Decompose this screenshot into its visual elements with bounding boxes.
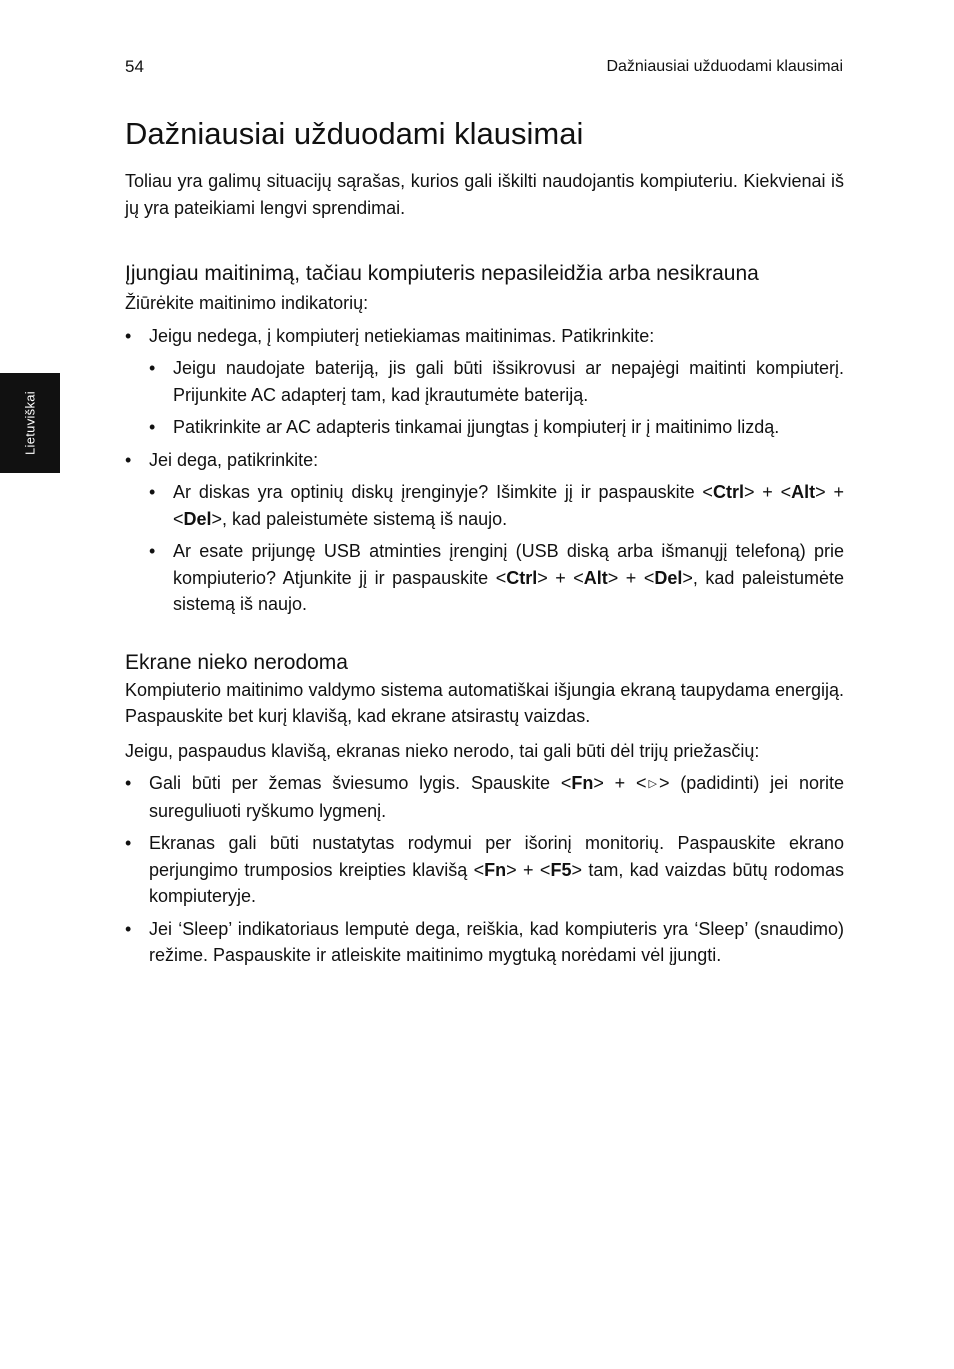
list-item: • Jeigu naudojate bateriją, jis gali būti išsikrovusi ar nepajėgi maitinti kompiuterį. Prijunkite AC adapterį tam, kad įkrautumėte bateriją. [149, 355, 844, 408]
section-lead: Žiūrėkite maitinimo indikatorių: [125, 293, 369, 313]
list-item: • Jei ‘Sleep’ indikatoriaus lemputė dega, reiškia, kad kompiuteris yra ‘Sleep’ (snaudimo) režime. Paspauskite ir atleiskite maitinimo mygtuką norėdami vėl įjungti. [125, 916, 844, 969]
key-ctrl: Ctrl [712, 482, 744, 502]
key-f5: F5 [550, 859, 572, 880]
bullet-icon: • [125, 325, 132, 346]
brightness-up-icon: ▷ [648, 778, 657, 790]
key-del: Del [654, 567, 683, 588]
bullet-icon: • [125, 833, 132, 853]
list-item: • Patikrinkite ar AC adapteris tinkamai įjungtas į kompiuterį ir į maitinimo lizdą. [149, 414, 844, 441]
sub-list [149, 479, 844, 618]
bullet-icon: • [149, 358, 156, 378]
page-title: Dažniausiai užduodami klausimai [125, 116, 584, 151]
page-number: 54 [125, 57, 144, 76]
key-del: Del [183, 508, 212, 529]
page-content [125, 114, 844, 969]
running-header: Dažniausiai užduodami klausimai [606, 58, 843, 75]
list-item: • Ar esate prijungę USB atminties įrenginį (USB diską arba išmanųjį telefoną) prie kompiuterio? Atjunkite jį ir paspauskite <Ctrl> + <Alt> + <Del>, kad paleistumėte sistemą iš naujo. [149, 538, 844, 618]
list-item: • Jeigu nedega, į kompiuterį netiekiamas maitinimas. Patikrinkite: • Jeigu naudojate bateriją, jis gali būti išsikrovusi ar nepajėgi maitinti kompiuterį. Prijunkite AC adapterį tam, kad įkrautumėte bateriją. • Patikrinkite ar AC adapteris tinkamai įjungtas į kompiuterį ir į maitinimo lizdą. [125, 323, 844, 441]
language-side-tab [0, 373, 60, 473]
display-paragraph: Jeigu, paspaudus klavišą, ekranas nieko nerodo, tai gali būti dėl trijų priežasčių: [125, 740, 760, 761]
language-tab-label: Lietuviškai [22, 391, 38, 455]
key-alt: Alt [791, 482, 816, 502]
section-heading-display: Ekrane nieko nerodoma [125, 650, 348, 674]
section-heading-power: Įjungiau maitinimą, tačiau kompiuteris nepasileidžia arba nesikrauna [125, 262, 759, 285]
key-fn: Fn [571, 773, 594, 793]
bullet-icon: • [149, 482, 156, 502]
key-fn: Fn [484, 859, 507, 880]
display-checklist [125, 770, 844, 969]
intro-paragraph: Toliau yra galimų situacijų sąrašas, kurios gali iškilti naudojantis kompiuteriu. Kiekvienai iš jų yra pateikiami lengvi sprendimai. [125, 171, 844, 218]
display-paragraph: Kompiuterio maitinimo valdymo sistema automatiškai išjungia ekraną taupydama energiją. Paspauskite bet kurį klavišą, kad ekrane atsirastų vaizdas. [125, 679, 844, 726]
list-item: • Jei dega, patikrinkite: • Ar diskas yra optinių diskų įrenginyje? Išimkite jį ir paspauskite <Ctrl> + <Alt> + <Del>, kad paleistumėte sistemą iš naujo. • Ar esate prijungę USB atminties įrenginį (USB diską arba išmanųjį telefoną) prie kompiuterio? Atjunkite jį ir paspauskite <Ctrl> + <Alt> + <Del>, kad paleistumėte sistemą iš naujo. [125, 447, 844, 618]
bullet-icon: • [125, 918, 132, 939]
list-item: • Ar diskas yra optinių diskų įrenginyje? Išimkite jį ir paspauskite <Ctrl> + <Alt> + <Del>, kad paleistumėte sistemą iš naujo. [149, 479, 844, 532]
key-ctrl: Ctrl [506, 567, 538, 588]
bullet-icon: • [149, 417, 156, 437]
list-item: • Gali būti per žemas šviesumo lygis. Spauskite <Fn> + < ▷ > (padidinti) jei norite sureguliuoti ryškumo lygmenį. [125, 770, 844, 824]
bullet-icon: • [125, 449, 132, 470]
power-checklist [125, 323, 844, 618]
key-alt: Alt [583, 567, 608, 588]
bullet-icon: • [149, 541, 156, 561]
bullet-icon: • [125, 773, 132, 793]
list-item: • Ekranas gali būti nustatytas rodymui per išorinį monitorių. Paspauskite ekrano perjungimo trumposios kreipties klavišą <Fn> + <F5> tam, kad vaizdas būtų rodomas kompiuteryje. [125, 830, 844, 910]
sub-list [149, 355, 844, 441]
